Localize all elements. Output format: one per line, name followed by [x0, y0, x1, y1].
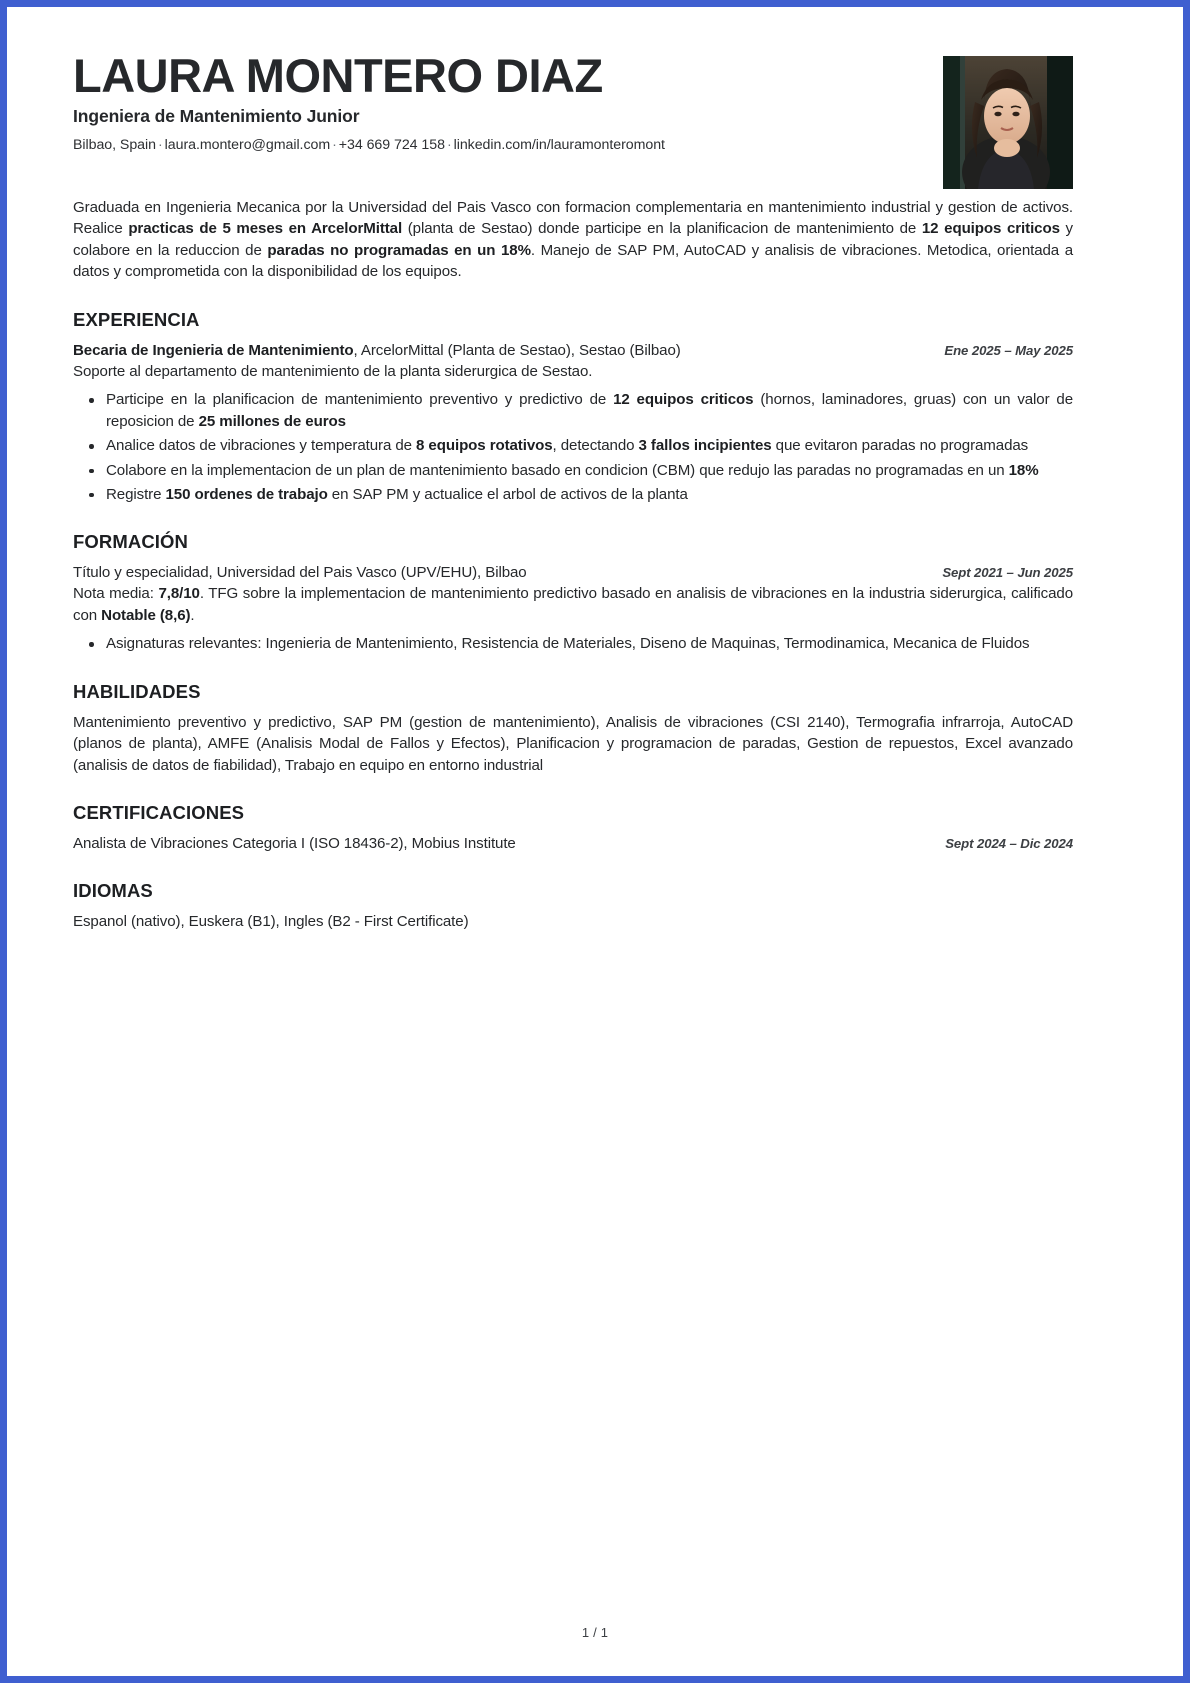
- inline-text: que evitaron paradas no programadas: [771, 437, 1029, 455]
- experience-entry-subtitle: Soporte al departamento de mantenimiento de la planta siderurgica de Sestao.: [73, 362, 593, 380]
- inline-text: , ArcelorMittal (Planta de Sestao), Sestao (Bilbao): [353, 341, 681, 359]
- inline-text: en SAP PM y actualice el arbol de activos de la planta: [327, 485, 688, 503]
- education-entry-head: [73, 562, 1073, 583]
- inline-text: (planta de Sestao) donde participe en la planificacion de mantenimiento de: [402, 220, 922, 238]
- emphasis-text: 12 equipos criticos: [613, 391, 754, 409]
- contact-location: Bilbao, Spain: [73, 136, 156, 153]
- list-item: [106, 460, 1073, 481]
- inline-text: Nota media:: [73, 585, 159, 603]
- inline-text: , detectando: [552, 437, 639, 455]
- education-entry: [73, 562, 1073, 654]
- emphasis-text: practicas de 5 meses en ArcelorMittal: [128, 220, 403, 238]
- emphasis-text: Notable (8,6): [101, 606, 191, 624]
- inline-text: Analice datos de vibraciones y temperatura de: [106, 437, 417, 455]
- contact-separator-2: ·: [332, 136, 337, 153]
- inline-text: Colabore en la implementacion de un plan de mantenimiento basado en condicion (CBM) que redujo las paradas no programadas en un: [106, 461, 1009, 479]
- education-entry-date: Sept 2021 – Jun 2025: [942, 565, 1073, 581]
- emphasis-text: 3 fallos incipientes: [638, 437, 772, 455]
- summary-paragraph: [73, 197, 1073, 283]
- contact-separator-1: ·: [157, 136, 163, 153]
- candidate-headline: Ingeniera de Mantenimiento Junior: [73, 105, 360, 126]
- inline-text: Registre: [106, 485, 166, 503]
- experience-entry-head: [73, 340, 1073, 361]
- inline-text: y colabore en la reduccion de: [73, 220, 1073, 259]
- emphasis-text: 18%: [1008, 461, 1039, 479]
- contact-email[interactable]: laura.montero@gmail.com: [164, 136, 331, 153]
- resume-page: [7, 7, 1183, 1676]
- inline-text: .: [190, 606, 195, 624]
- avatar: [943, 56, 1073, 189]
- section-heading-habilidades: HABILIDADES: [73, 680, 201, 702]
- emphasis-text: 12 equipos criticos: [921, 220, 1060, 238]
- experience-bullet-list: [73, 389, 1073, 505]
- contact-linkedin[interactable]: linkedin.com/in/lauramonteromont: [453, 136, 665, 153]
- skills-text: Mantenimiento preventivo y predictivo, SAP PM (gestion de mantenimiento), Analisis de vibraciones (CSI 2140), Termografia infrarroja, AutoCAD (planos de planta), AMFE (Analisis Modal de Fallos y Efectos), Planificacion y programacion de paradas, Gestion de repuestos, Excel avanzado (analisis de datos de fiabilidad), Trabajo en equipo en entorno industrial: [73, 713, 1073, 774]
- certification-entry-date: Sept 2024 – Dic 2024: [945, 836, 1073, 851]
- resume-sheet: [73, 51, 1073, 933]
- section-heading-experiencia: EXPERIENCIA: [73, 308, 200, 330]
- certification-entry-title: Analista de Vibraciones Categoria I (ISO 18436-2), Mobius Institute: [73, 835, 516, 852]
- inline-text: Participe en la planificacion de mantenimiento preventivo y predictivo de: [106, 391, 614, 409]
- education-entry-subtitle: [73, 583, 1073, 626]
- section-heading-idiomas: IDIOMAS: [73, 880, 153, 902]
- emphasis-text: Becaria de Ingenieria de Mantenimiento: [73, 341, 354, 359]
- emphasis-text: 150 ordenes de trabajo: [165, 485, 328, 503]
- emphasis-text: 25 millones de euros: [198, 412, 346, 430]
- inline-text: Asignaturas relevantes: Ingenieria de Mantenimiento, Resistencia de Materiales, Diseno de Maquinas, Termodinamica, Mecanica de Fluidos: [106, 635, 1030, 653]
- page-indicator: 1 / 1: [581, 1625, 609, 1640]
- candidate-name: LAURA MONTERO DIAZ: [73, 49, 603, 102]
- experience-entry-date: Ene 2025 – May 2025: [944, 342, 1073, 358]
- contact-line: [73, 136, 1073, 154]
- list-item: [106, 435, 1073, 456]
- emphasis-text: paradas no programadas en un 18%: [267, 241, 531, 259]
- education-bullet-list: [73, 633, 1073, 654]
- education-entry-title: [73, 562, 527, 583]
- list-item: [106, 484, 1073, 505]
- section-heading-formacion: FORMACIÓN: [73, 531, 188, 553]
- experience-entry: [73, 340, 1073, 506]
- languages-text: Espanol (nativo), Euskera (B1), Ingles (B2 - First Certificate): [73, 913, 469, 931]
- experience-entry-title: [73, 340, 681, 361]
- emphasis-text: 7,8/10: [158, 585, 200, 603]
- list-item: [106, 389, 1073, 432]
- contact-separator-3: ·: [446, 136, 452, 153]
- portrait-photo-icon: [943, 56, 1073, 189]
- inline-text: Título y especialidad, Universidad del Pais Vasco (UPV/EHU), Bilbao: [73, 564, 527, 582]
- certification-entry-head: [73, 833, 1073, 854]
- page-footer: [7, 1625, 1183, 1640]
- inline-text: . Manejo de SAP PM, AutoCAD y analisis de vibraciones. Metodica, orientada a datos y comprometida con la disponibilidad de los equipos.: [73, 241, 1073, 281]
- inline-text: (hornos, laminadores, gruas) con un valor de reposicion de: [106, 391, 1073, 430]
- section-heading-certificaciones: CERTIFICACIONES: [73, 802, 245, 823]
- inline-text: . TFG sobre la implementacion de mantenimiento predictivo basado en analisis de vibraciones en la industria siderurgica, calificado con: [73, 585, 1073, 624]
- contact-phone[interactable]: +34 669 724 158: [338, 136, 445, 153]
- certification-entry: [73, 833, 1073, 854]
- emphasis-text: 8 equipos rotativos: [416, 437, 553, 455]
- inline-text: Graduada en Ingenieria Mecanica por la Universidad del Pais Vasco con formacion complementaria en mantenimiento industrial y gestion de activos. Realice: [73, 199, 1073, 238]
- list-item: [106, 633, 1073, 654]
- resume-header: [73, 51, 1073, 171]
